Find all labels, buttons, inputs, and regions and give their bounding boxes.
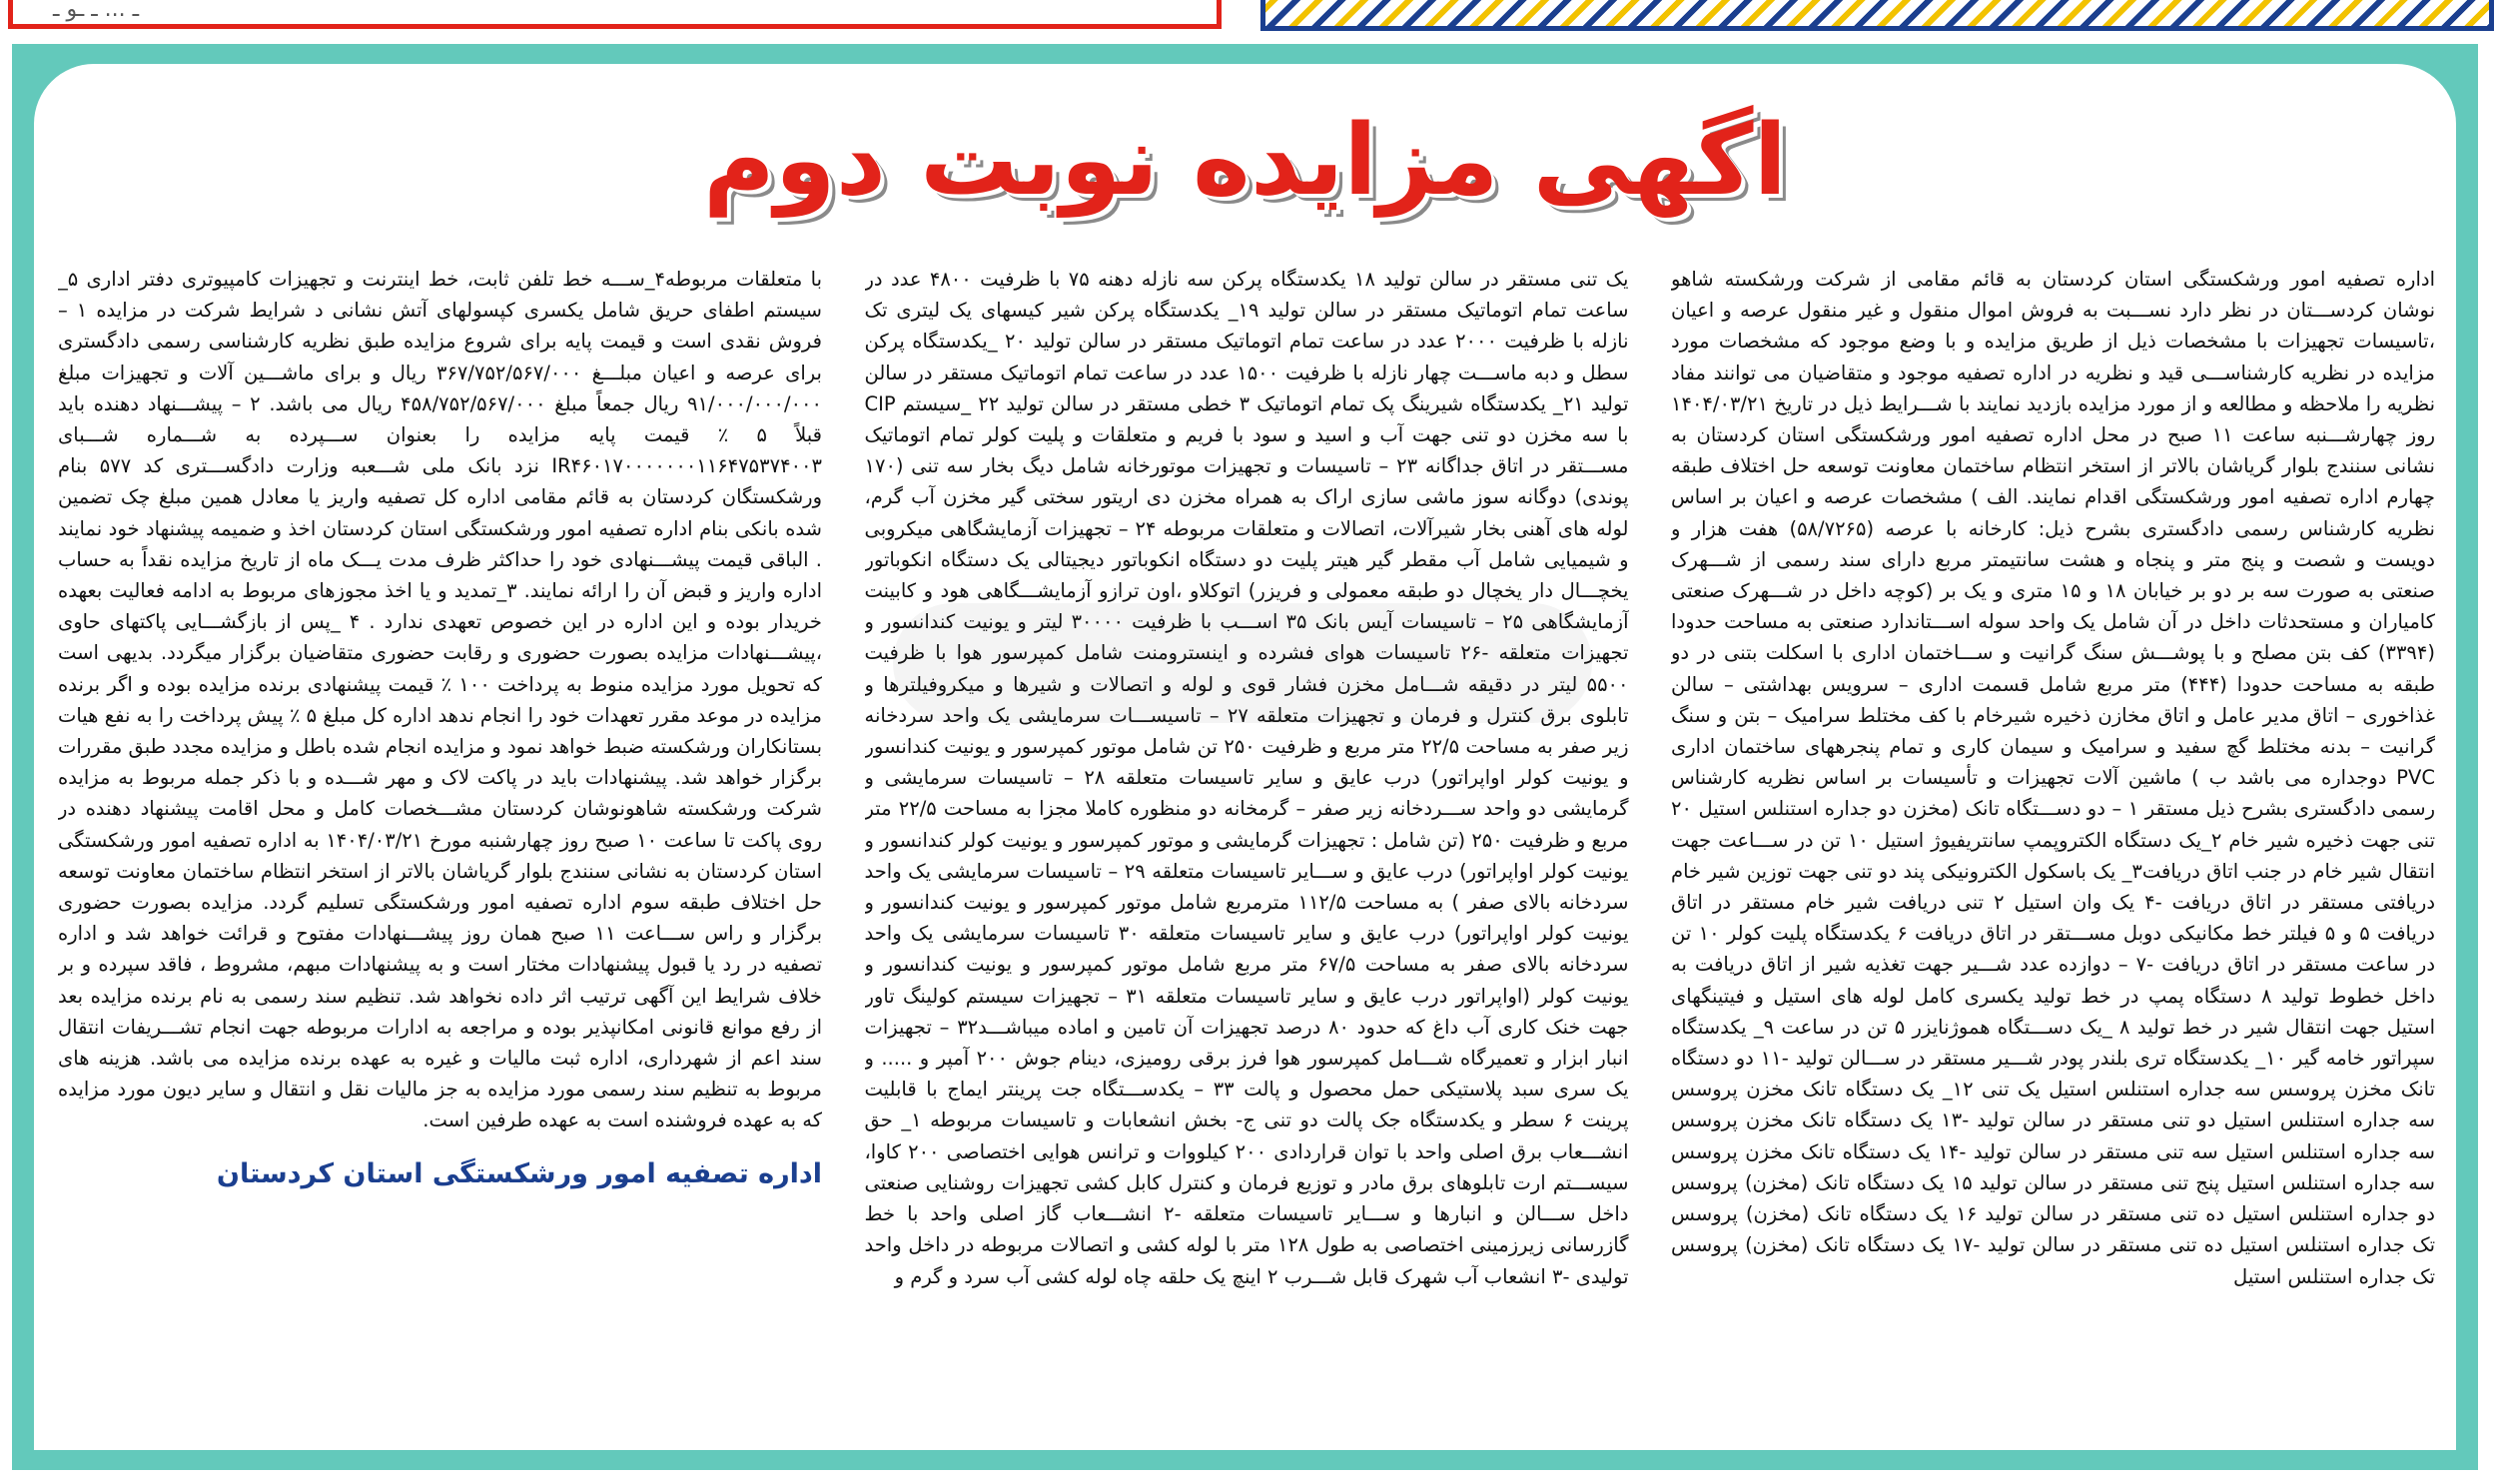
column-right (1671, 264, 2435, 1382)
issuer-signature: اداره تصفیه امور ورشکستگی استان کردستان (216, 1157, 822, 1189)
previous-ad-text: ـ ... ـ ـو ـ (53, 0, 140, 22)
column-left (58, 264, 822, 1382)
ad-columns (58, 264, 2435, 1382)
column-middle (865, 264, 1629, 1382)
column-text: اداره تصفیه امور ورشکستگی استان کردستان به قائم مقامی از شرکت ورشکسته شاهو نوشان کردســـتان در نظر دارد نســـبت به فروش اموال منقول و غیر منقول عرصه و اعیان ،تاسیسات تجهیزات با مشخصات ذیل از طریق مزایده و با وضع موجود که مشخصات مورد مزایده در نظریه کارشناســـی قید و نظریه در اداره تصفیه موجود و متقاضیان می توانند مفاد نظریه را ملاحظه و مطالعه و از مورد مزایده بازدید نمایند با شـــرایط ذیل در تاریخ ۱۴۰۴/۰۳/۲۱ روز چهارشـــنبه ساعت ۱۱ صبح در محل اداره تصفیه امور ورشکستگی استان کردستان به نشانی سنندج بلوار گریاشان بالاتر از استخر انتظام ساختمان معاونت توسعه حل اختلاف طبقه چهارم اداره تصفیه امور ورشکستگی اقدام نمایند. الف ) مشخصات عرصه و اعیان بر اساس نظریه کارشناس رسمی دادگستری بشرح ذیل: کارخانه با عرصه (۵۸/۷۲۶۵) هفت هزار و دویست و شصت و پنج متر و پنجاه و هشت سانتیمتر مربع دارای سند رسمی از شـــهرک صنعتی به صورت سه بر دو بر خیابان ۱۸ و ۱۵ متری و یک بر (کوچه داخل در شـــهرک صنعتی کامیاران و مستحدثات داخل در آن شامل یک واحد سوله اســـتاندارد صنعتی به مساحت حدودا (۳۳۹۴) کف بتن مصلح و با پوشـــش سنگ گرانیت و ســـاختمان اداری با اسکلت بتنی در دو طبقه به مساحت حدودا (۴۴۴) متر مربع شامل قسمت اداری – سرویس بهداشتی – سالن غذاخوری – اتاق مدیر عامل و اتاق مخازن ذخیره شیرخام با کف مختلط سرامیک – بتن و سنگ گرانیت – بدنه مختلط گچ سفید و سرامیک و سیمان کاری و تمام پنجرههای ساختمان اداری PVC دوجداره می باشد ب ) ماشین آلات تجهیزات و تأسیسات بر اساس نظریه کارشناس رسمی دادگستری بشرح ذیل مستقر ۱ – دو دســـتگاه تانک (مخزن دو جداره استنلس استیل ۲۰ تنی جهت ذخیره شیر خام ۲_یک دستگاه الکتروپمپ سانتریفیوژ استیل ۱۰ تن در ســـاعت جهت انتقال شیر خام در جنب اتاق دریافت۳_ یک باسکول الکترونیکی پند دو تنی جهت توزین شیر خام دریافتی مستقر در اتاق دریافت -۴ یک وان استیل ۲ تنی دریافت شیر خام مستقر در اتاق دریافت ۵ و ۵ فیلتر خط مکانیکی دوبل مســـتقر در اتاق دریافت ۶ یکدستگاه پلیت کولر ۱۰ تن در ساعت مستقر در اتاق دریافت -۷ – دوازده عدد شـــیر جهت تغذیه شیر از اتاق دریافت به داخل خطوط تولید ۸ دستگاه پمپ در خط تولید یکسری کامل لوله های استیل و فیتینگهای استیل جهت انتقال شیر در خط تولید ۸ _یک دســـتگاه هموژنایزر ۵ تن در ساعت ۹_ یکدستگاه سپراتور خامه گیر ۱۰_ یکدستگاه تری بلندر پودر شـــیر مستقر در ســـالن تولید -۱۱ دو دستگاه تانک مخزن پروسس سه جداره استنلس استیل یک تنی ۱۲_ یک دستگاه تانک مخزن پروسس سه جداره استنلس استیل دو تنی مستقر در سالن تولید -۱۳ یک دستگاه تانک مخزن پروسس سه جداره استنلس استیل سه تنی مستقر در سالن تولید -۱۴ یک دستگاه تانک مخزن پروسس سه جداره استنلس استیل پنج تنی مستقر در سالن تولید ۱۵ یک دستگاه تانک (مخزن) پروسس دو جداره استنلس استیل ده تنی مستقر در سالن تولید ۱۶ یک دستگاه تانک (مخزن) پروسس تک جداره استنلس استیل ده تنی مستقر در سالن تولید -۱۷ یک دستگاه تانک (مخزن) پروسس تک جداره استنلس استیل (1671, 268, 2435, 1288)
previous-ad-border (8, 0, 1222, 29)
column-text: با متعلقات مربوطه۴_ســـه خط تلفن ثابت، خط اینترنت و تجهیزات کامپیوتری دفتر اداری ۵_ سیستم اطفای حریق شامل یکسری کپسولهای آتش نشانی د شرایط شرکت در مزایده ۱ – فروش نقدی است و قیمت پایه برای شروع مزایده طبق نظریه کارشناسی رسمی دادگستری برای عرصه و اعیان مبلـــغ ۳۶۷/۷۵۲/۵۶۷/۰۰۰ ریال و برای ماشـــین آلات و تجهیزات مبلغ ۹۱/۰۰۰/۰۰۰/۰۰۰ ریال جمعاً مبلغ ۴۵۸/۷۵۲/۵۶۷/۰۰۰ ریال می باشد. ۲ – پیشـــنهاد دهنده باید قبلاً ۵ ٪ قیمت پایه مزایده را بعنوان ســـپرده به شـــماره شـــبای IR۴۶۰۱۷۰۰۰۰۰۰۰۱۱۶۴۷۵۳۷۴۰۰۳ نزد بانک ملی شـــعبه وزارت دادگســـتری کد ۵۷۷ بنام ورشکستگان کردستان به قائم مقامی اداره کل تصفیه واریز یا معادل همین مبلغ چک تضمین شده بانکی بنام اداره تصفیه امور ورشکستگی استان کردستان اخذ و ضمیمه پیشنهاد خود نمایند . الباقی قیمت پیشـــنهادی خود را حداکثر ظرف مدت یـــک ماه از تاریخ مزایده نقداً به حساب اداره واریز و قبض آن را ارائه نمایند. ۳_تمدید و یا اخذ مجوزهای مربوط به ادامه فعالیت بعهده خریدار بوده و این اداره در این خصوص تعهدی ندارد . ۴ _پس از بازگشـــایی پاکتهای حاوی ،پیشـــنهادات مزایده بصورت حضوری و رقابت حضوری متقاضیان برگزار میگردد. بدیهی است که تحویل مورد مزایده منوط به پرداخت ۱۰۰ ٪ قیمت پیشنهادی برنده مزایده بوده و اگر برنده مزایده در موعد مقرر تعهدات خود را انجام ندهد اداره کل مبلغ ۵ ٪ پیش پرداخت را به نفع هیات بستانکاران ورشکسته ضبط خواهد نمود و مزایده انجام شده باطل و مزایده مجدد طبق مقررات برگزار خواهد شد. پیشنهادات باید در پاکت لاک و مهر شـــده و با ذکر جمله مربوط به مزایده شرکت ورشکسته شاهونوشان کردستان مشـــخصات کامل و محل اقامت پیشنهاد دهنده در روی پاکت تا ساعت ۱۰ صبح روز چهارشنبه مورخ ۱۴۰۴/۰۳/۲۱ به اداره تصفیه امور ورشکستگی استان کردستان به نشانی سنندج بلوار گریاشان بالاتر از استخر انتظام ساختمان معاونت توسعه حل اختلاف طبقه سوم اداره تصفیه امور ورشکستگی تسلیم گردد. مزایده بصورت حضوری برگزار و راس ســـاعت ۱۱ صبح همان روز پیشـــنهادات مفتوح و قرائت خواهد شد و اداره تصفیه در رد یا قبول پیشنهادات مختار است و به پیشنهادات مبهم، مشروط ، فاقد سپرده و بر خلاف شرایط این آگهی ترتیب اثر داده نخواهد شد. تنظیم سند رسمی به نام برنده مزایده بعد از رفع موانع قانونی امکانپذیر بوده و مراجعه به ادارات مربوطه جهت انجام تشـــریفات انتقال سند اعم از شهرداری، اداره ثبت مالیات و غیره به عهده برنده مزایده می باشد. هزینه های مربوط به تنظیم سند رسمی مورد مزایده به جز مالیات نقل و انتقال و سایر دیون مورد مزایده که به عهده فروشنده است به عهده طرفین است. (58, 268, 822, 1132)
decorative-border (1260, 0, 2494, 31)
top-strip (0, 0, 2496, 40)
ad-title: اگهی مزایده نوبت دوم (702, 104, 1788, 218)
ad-frame (12, 44, 2478, 1470)
ad-body (34, 64, 2456, 1450)
column-text: یک تنی مستقر در سالن تولید ۱۸ یکدستگاه پرکن سه نازله دهنه ۷۵ با ظرفیت ۴۸۰۰ عدد در ساعت تمام اتوماتیک مستقر در سالن تولید ۱۹_ یکدستگاه پرکن شیر کیسهای یک لیتری تک نازله با ظرفیت ۲۰۰۰ عدد در ساعت تمام اتوماتیک مستقر در سالن تولید ۲۰ _یکدستگاه پرکن سطل و دبه ماســـت چهار نازله با ظرفیت ۱۵۰۰ عدد در ساعت تمام اتوماتیک مستقر در سالن تولید ۲۱_ یکدستگاه شیرینگ پک تمام اتوماتیک ۳ خطی مستقر در سالن تولید ۲۲ _سیستم CIP با سه مخزن دو تنی جهت آب و اسید و سود با فریم و متعلقات و پلیت کولر تمام اتوماتیک مســـتقر در اتاق جداگانه ۲۳ – تاسیسات و تجهیزات موتورخانه شامل دیگ بخار سه تنی (۱۷۰ پوندی) دوگانه سوز ماشی سازی اراک به همراه مخزن دی اریتور سختی گیر مخزن آب گرم، لوله های آهنی بخار شیرآلات، اتصالات و متعلقات مربوطه ۲۴ – تجهیزات آزمایشگاهی میکروبی و شیمیایی شامل آب مقطر گیر هیتر پلیت دو دستگاه انکوباتور دیجیتالی یک دستگاه انکوباتور یخچـــال دار یخچال دو طبقه معمولی و فریزر) اتوکلاو ،اون ترازو آزمایشـــگاهی هود و کابینت آزمایشگاهی ۲۵ – تاسیسات آیس بانک ۳۵ اســـب با ظرفیت ۳۰۰۰۰ لیتر و یونیت کندانسور و تجهیزات متعلقه -۲۶ تاسیسات هوای فشرده و اینسترومنت شامل کمپرسور هوا با ظرفیت ۵۵۰۰ لیتر در دقیقه شـــامل مخزن فشار قوی و لوله و اتصالات و شیرها و میکروفیلترها و تابلوی برق کنترل و فرمان و تجهیزات متعلقه ۲۷ – تاسیســـات سرمایشی یک واحد سردخانه زیر صفر به مساحت ۲۲/۵ متر مربع و ظرفیت ۲۵۰ تن شامل موتور کمپرسور و یونیت کندانسور و یونیت کولر اواپراتور) درب عایق و سایر تاسیسات متعلقه ۲۸ – تاسیسات سرمایشی و گرمایشی دو واحد ســـردخانه زیر صفر – گرمخانه دو منظوره کاملا مجزا به مساحت ۲۲/۵ متر مربع و ظرفیت ۲۵۰ (تن شامل : تجهیزات گرمایشی و موتور کمپرسور و یونیت کولر کندانسور و یونیت کولر اواپراتور) درب عایق و ســـایر تاسیسات متعلقه ۲۹ – تاسیسات سرمایشی یک واحد سردخانه بالای صفر ) به مساحت ۱۱۲/۵ مترمربع شامل موتور کمپرسور و یونیت کندانسور و یونیت کولر اواپراتور) درب عایق و سایر تاسیسات متعلقه ۳۰ تاسیسات سرمایشی یک واحد سردخانه بالای صفر به مساحت ۶۷/۵ متر مربع شامل موتور کمپرسور و یونیت کندانسور و یونیت کولر (اواپراتور درب عایق و سایر تاسیسات متعلقه ۳۱ – تجهیزات سیستم کولینگ تاور جهت خنک کاری آب داغ که حدود ۸۰ درصد تجهیزات آن تامین و اماده میباشـــد۳۲ – تجهیزات انبار ابزار و تعمیرگاه شـــامل کمپرسور هوا فرز برقی رومیزی، دینام جوش ۲۰۰ آمپر و ..... و یک سری سبد پلاستیکی حمل محصول و پالت ۳۳ – یکدســـتگاه جت پرینتر ایماج با قابلیت پرینت ۶ سطر و یکدستگاه جک پالت دو تنی ج- بخش انشعابات و تاسیسات مربوطه ۱_ حق انشـــعاب برق اصلی واحد با توان قراردادی ۲۰۰ کیلووات و ترانس هوایی اختصاصی ۲۰۰ کاوا، سیســـتم ارت تابلوهای برق مادر و توزیع فرمان و کنترل کابل کشی تجهیزات روشنایی صنعتی داخل ســـالن و انبارها و ســـایر تاسیسات متعلقه -۲ انشـــعاب گاز اصلی واحد با خط گازرسانی زیرزمینی اختصاصی به طول ۱۲۸ متر با لوله کشی و اتصالات مربوطه در داخل واحد تولیدی -۳ انشعاب آب شهرک قابل شـــرب ۲ اینچ یک حلقه چاه لوله کشی آب سرد و گرم و (864, 268, 1629, 1288)
